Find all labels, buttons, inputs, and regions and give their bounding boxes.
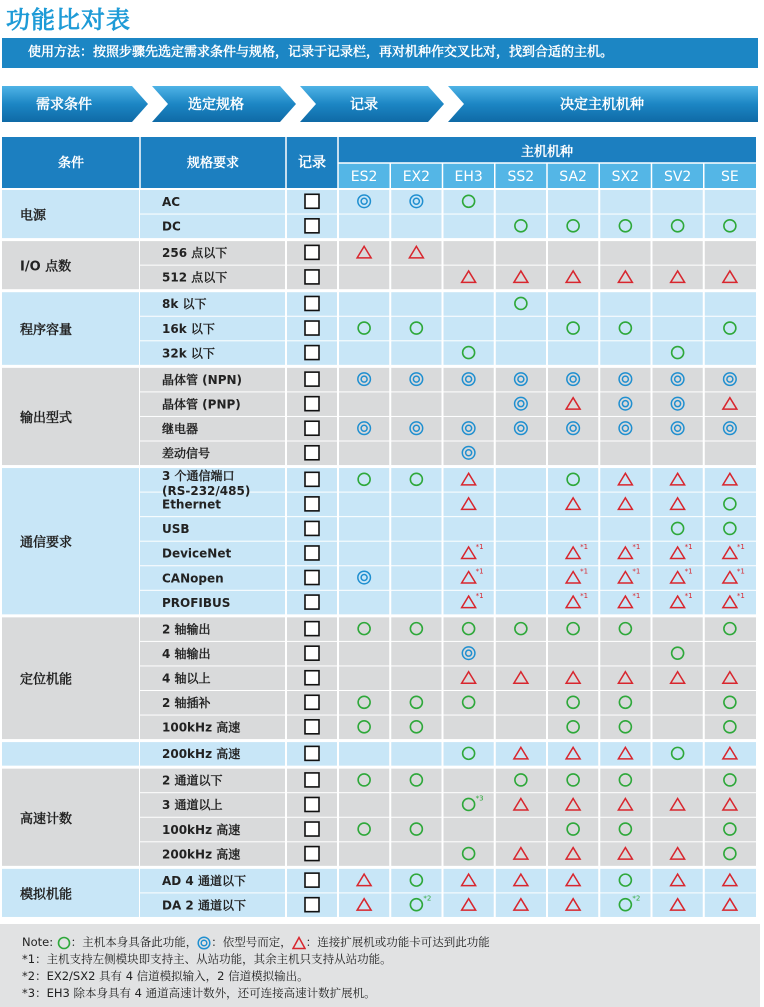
group-label: 高速计数 (20, 811, 73, 827)
notes-box (0, 924, 760, 1007)
table-row (140, 566, 756, 590)
page-title: 功能比对表 (6, 6, 131, 34)
step-3-label: 记录 (350, 97, 378, 113)
group-label: 程序容量 (20, 323, 73, 339)
spec-label: AD 4 通道以下 (162, 873, 246, 888)
record-checkbox (305, 671, 319, 685)
spec-label: Ethernet (162, 497, 221, 512)
spec-label: 3 个通信端口 (162, 469, 235, 484)
footnote-marker: *1 (475, 567, 484, 576)
table-row (140, 241, 756, 265)
table-row (140, 591, 756, 615)
model-header-es2: ES2 (350, 169, 378, 185)
record-checkbox (305, 446, 319, 460)
table-row (140, 317, 756, 341)
record-checkbox (305, 773, 319, 787)
note-3: *3：EH3 除本身具有 4 通道高速计数外，还可连接高速计数扩展机。 (22, 986, 376, 1000)
table-row (140, 642, 756, 666)
step-4-label: 决定主机机种 (560, 97, 644, 113)
legend-line (22, 934, 760, 951)
record-checkbox (305, 797, 319, 811)
footnote-marker: *2 (632, 894, 641, 903)
footnote-marker: *2 (423, 894, 432, 903)
spec-label: 8k 以下 (162, 297, 207, 312)
spec-label: 2 通道以下 (162, 773, 223, 788)
table-row (140, 666, 756, 690)
record-checkbox (305, 646, 319, 660)
record-checkbox (305, 472, 319, 486)
group-label: 电源 (20, 208, 47, 224)
spec-label: 4 轴输出 (162, 646, 211, 661)
double-circle-icon (197, 936, 211, 950)
footnote-marker: *1 (736, 542, 745, 551)
footnote-marker: *1 (684, 592, 693, 601)
table-row (140, 793, 756, 817)
spec-label: 512 点以下 (162, 270, 228, 285)
record-checkbox (305, 847, 319, 861)
footnote-marker: *1 (632, 592, 641, 601)
usage-banner: 使用方法：按照步骤先选定需求条件与规格，记录于记录栏，再对机种作交叉比对，找到合适的主机。 (2, 38, 758, 68)
spec-label: 100kHz 高速 (162, 822, 241, 837)
record-checkbox (305, 245, 319, 259)
record-checkbox (305, 521, 319, 535)
record-checkbox (305, 873, 319, 887)
model-header-eh3: EH3 (454, 169, 483, 185)
record-checkbox (305, 346, 319, 360)
record-checkbox (305, 270, 319, 284)
legend-circle-text: ：主机本身具备此功能， (70, 935, 198, 949)
table-row (140, 442, 756, 466)
table-row (140, 341, 756, 365)
circle-icon (57, 936, 71, 950)
group-label: 模拟机能 (20, 887, 73, 903)
footnote-marker: *1 (580, 542, 589, 551)
model-header-ex2: EX2 (402, 169, 431, 185)
record-checkbox (305, 219, 319, 233)
note-2: *2：EX2/SX2 具有 4 信道模拟输入，2 信道模拟输出。 (22, 969, 309, 983)
record-checkbox (305, 296, 319, 310)
table-row (140, 517, 756, 541)
triangle-icon (292, 936, 306, 950)
record-checkbox (305, 321, 319, 335)
model-header-sx2: SX2 (611, 169, 640, 185)
record-checkbox (305, 720, 319, 734)
spec-label: 16k 以下 (162, 321, 215, 336)
legend-double-text: ：依型号而定， (211, 935, 292, 949)
spec-label: DA 2 通道以下 (162, 898, 246, 913)
table-row (140, 266, 756, 290)
spec-label: 200kHz 高速 (162, 747, 241, 762)
header-condition: 条件 (57, 156, 85, 171)
spec-label: DeviceNet (162, 546, 232, 561)
table-row (140, 417, 756, 441)
record-checkbox (305, 898, 319, 912)
record-checkbox (305, 746, 319, 760)
group-cell (2, 742, 139, 766)
group-label: I/O 点数 (20, 259, 72, 275)
spec-label: USB (162, 522, 190, 537)
model-header-sv2: SV2 (663, 169, 692, 185)
record-checkbox (305, 571, 319, 585)
footnote-marker: *3 (475, 794, 484, 803)
footnote-marker: *1 (475, 592, 484, 601)
table-row (140, 190, 756, 214)
footnote-marker: *1 (684, 542, 693, 551)
spec-label: CANopen (162, 571, 224, 586)
table-row (140, 215, 756, 239)
footnote-marker: *1 (632, 542, 641, 551)
spec-label: DC (162, 219, 181, 234)
note-1: *1：主机支持左侧模块即支持主、从站功能，其余主机只支持从站功能。 (22, 952, 392, 966)
spec-label: 100kHz 高速 (162, 720, 241, 735)
record-checkbox (305, 421, 319, 435)
record-checkbox (305, 397, 319, 411)
footnote-marker: *1 (632, 567, 641, 576)
record-checkbox (305, 622, 319, 636)
model-header-se: SE (721, 169, 739, 185)
group-label: 输出型式 (20, 410, 73, 426)
footnote-marker: *1 (580, 592, 589, 601)
spec-label-line2: (RS-232/485) (162, 484, 251, 499)
header-spec: 规格要求 (186, 156, 240, 171)
step-1-label: 需求条件 (36, 97, 92, 113)
group-label: 定位机能 (20, 672, 73, 688)
note-prefix: Note: (22, 935, 57, 949)
record-checkbox (305, 546, 319, 560)
model-header-sa2: SA2 (559, 169, 587, 185)
spec-label: PROFIBUS (162, 595, 231, 610)
spec-label: 继电器 (162, 421, 199, 436)
footnote-marker: *1 (736, 567, 745, 576)
record-checkbox (305, 695, 319, 709)
spec-label: 32k 以下 (162, 346, 215, 361)
footnote-marker: *1 (684, 567, 693, 576)
table-row (140, 292, 756, 316)
record-checkbox (305, 497, 319, 511)
spec-label: 2 轴输出 (162, 622, 211, 637)
group-label: 通信要求 (20, 535, 73, 551)
table-row (140, 617, 756, 641)
footnote-marker: *1 (475, 542, 484, 551)
legend-triangle-text: ：连接扩展机或功能卡可达到此功能 (305, 935, 490, 949)
table-row (140, 542, 756, 566)
footnote-marker: *1 (580, 567, 589, 576)
header-record: 记录 (298, 155, 326, 171)
spec-label: 差动信号 (162, 446, 211, 461)
spec-label: 200kHz 高速 (162, 847, 241, 862)
table-row (140, 691, 756, 715)
record-checkbox (305, 372, 319, 386)
spec-label: 3 通道以上 (162, 798, 223, 813)
spec-label: 晶体管 (PNP) (162, 397, 241, 412)
footnote-marker: *1 (736, 592, 745, 601)
record-checkbox (305, 822, 319, 836)
table-row (140, 769, 756, 793)
spec-label: 4 轴以上 (162, 671, 211, 686)
spec-label: 256 点以下 (162, 246, 228, 261)
record-checkbox (305, 194, 319, 208)
spec-label: 2 轴插补 (162, 696, 211, 710)
spec-label: 晶体管 (NPN) (162, 372, 243, 387)
model-header-ss2: SS2 (507, 169, 535, 185)
spec-label: AC (162, 195, 181, 209)
header-models-title: 主机机种 (520, 145, 574, 160)
record-checkbox (305, 595, 319, 609)
step-2-label: 选定规格 (188, 97, 244, 113)
